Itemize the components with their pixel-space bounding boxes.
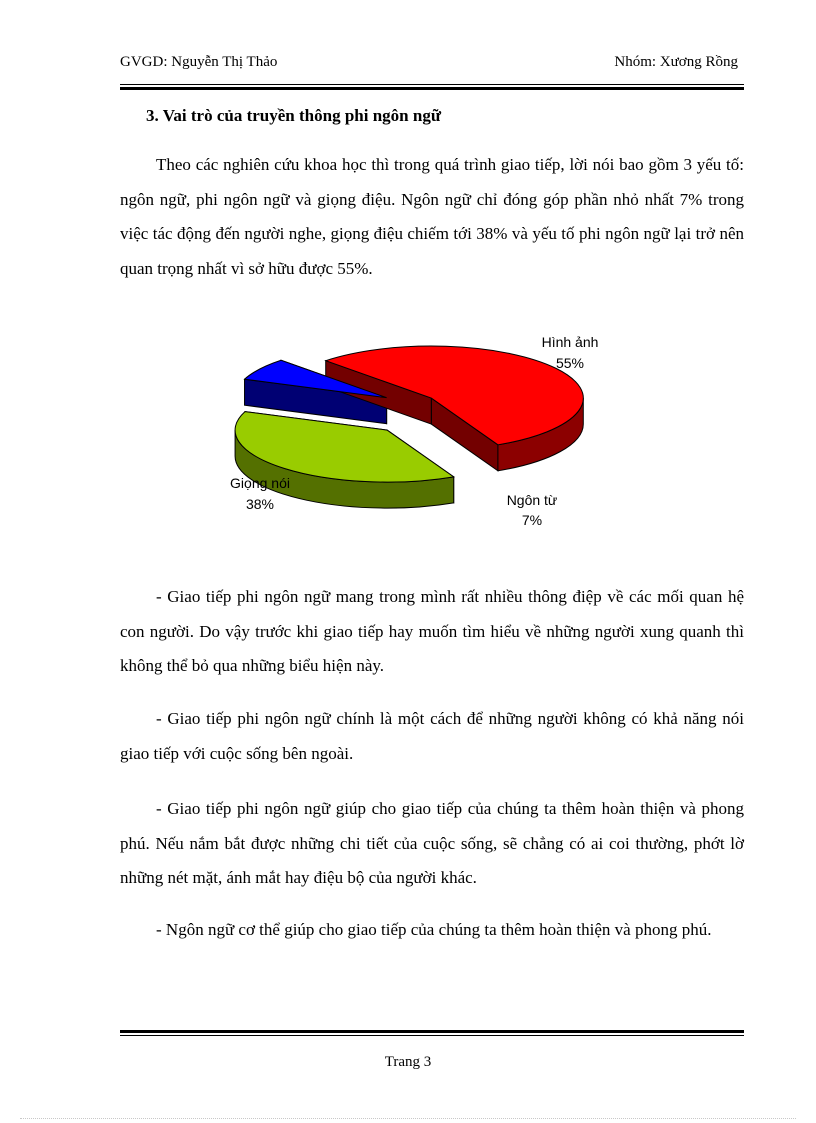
page-number: Trang 3 [384,1054,432,1070]
page-edge [20,1118,796,1119]
paragraph-1: - Giao tiếp phi ngôn ngữ mang trong mình rất nhiều thông điệp về các mối quan hệ con người. Do vậy trước khi giao tiếp hay muốn tìm hiểu về những người xung quanh thì không thể bỏ qua những biểu hiện này. [120,587,744,675]
intro-paragraph: Theo các nghiên cứu khoa học thì trong quá trình giao tiếp, lời nói bao gồm 3 yếu tố: ngôn ngữ, phi ngôn ngữ và giọng điệu. Ngôn ngữ chỉ đóng góp phần nhỏ nhất 7% trong việc tác động đến người nghe, giọng điệu chiếm tới 38% và yếu tố phi ngôn ngữ lại trở nên quan trọng nhất vì sở hữu được 55%. [120,155,744,278]
label-giong-noi: Giọng nói [230,475,290,491]
header-group: Nhóm: Xương Rồng [614,54,738,70]
paragraph-2: - Giao tiếp phi ngôn ngữ chính là một cách để những người không có khả năng nói giao tiếp với cuộc sống bên ngoài. [120,709,744,763]
pie-chart [200,322,620,532]
section-title: 3. Vai trò của truyền thông phi ngôn ngữ [146,106,442,125]
paragraph-3: - Giao tiếp phi ngôn ngữ giúp cho giao tiếp của chúng ta thêm hoàn thiện và phong phú. Nếu nắm bắt được những chi tiết của cuộc sống, sẽ chẳng có ai coi thường, phớt lờ những nét mặt, ánh mắt hay điệu bộ của người khác. [120,799,744,887]
value-hinh-anh: 55% [555,355,585,371]
header-teacher: GVGD: Nguyễn Thị Thảo [120,54,278,70]
header-rule [120,84,744,90]
label-ngon-tu: Ngôn từ [506,492,558,508]
paragraph-4: - Ngôn ngữ cơ thể giúp cho giao tiếp của chúng ta thêm hoàn thiện và phong phú. [156,920,712,939]
value-ngon-tu: 7% [521,512,543,528]
label-hinh-anh: Hình ảnh [541,334,599,350]
value-giong-noi: 38% [245,496,275,512]
footer-rule [120,1030,744,1036]
